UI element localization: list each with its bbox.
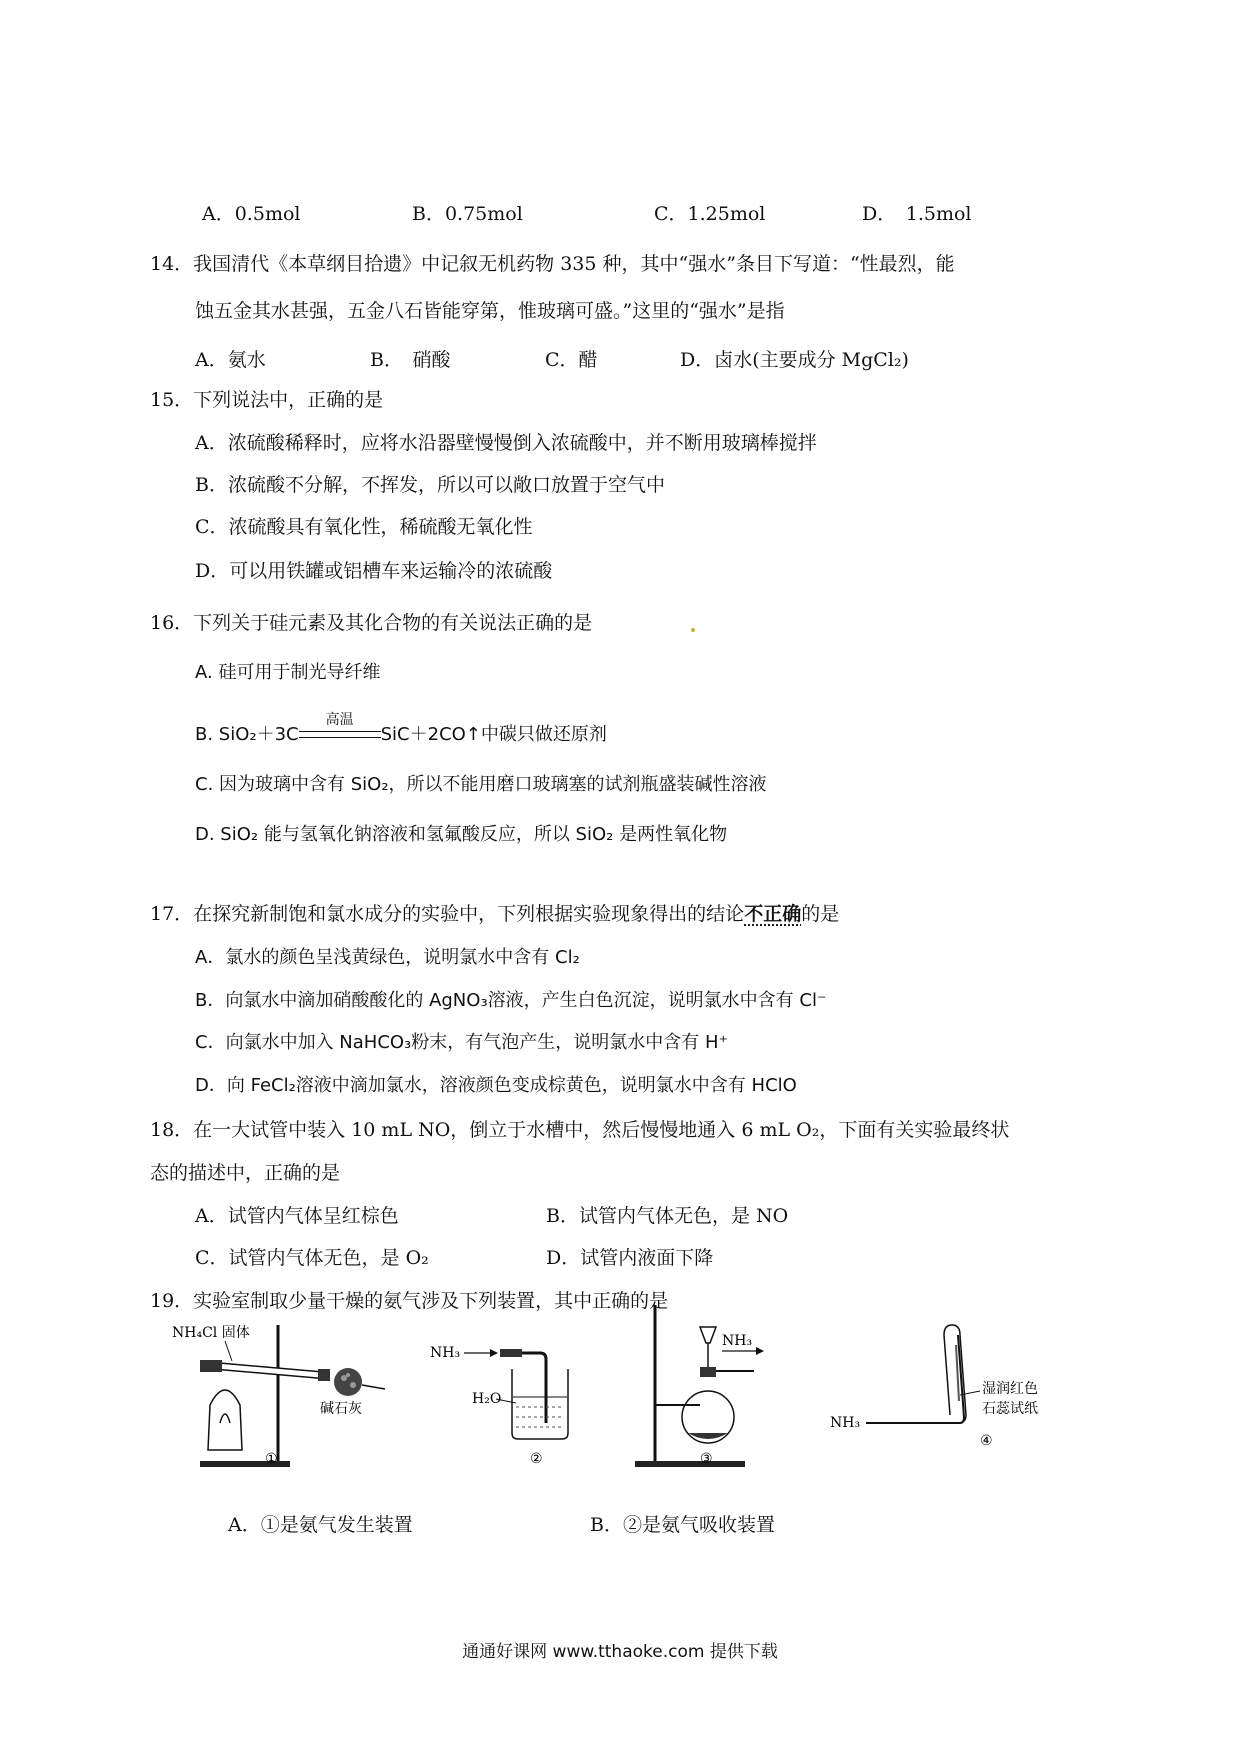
q17-option-c: C．向氯水中加入 NaHCO₃粉末，有气泡产生，说明氯水中含有 H⁺ [195, 1032, 729, 1053]
q17-option-b: B．向氯水中滴加硝酸酸化的 AgNO₃溶液，产生白色沉淀，说明氯水中含有 Cl⁻ [195, 990, 827, 1011]
q19-stem: 19．实验室制取少量干燥的氨气涉及下列装置，其中正确的是 [150, 1290, 669, 1312]
q16-stem: 16．下列关于硅元素及其化合物的有关说法正确的是 [150, 612, 593, 634]
apparatus-4-test-tube [830, 1305, 1070, 1475]
q15-option-c: C．浓硫酸具有氧化性，稀硫酸无氧化性 [195, 516, 533, 538]
fig2-nh3-label: NH₃ [430, 1345, 461, 1361]
apparatus-2-absorption [430, 1305, 600, 1475]
q14-option-c: C．醋 [545, 349, 598, 371]
q16-option-b-right: SiC＋2CO↑中碳只做还原剂 [380, 724, 607, 745]
fig3-nh3-label: NH₃ [722, 1333, 753, 1349]
q17-stem [150, 901, 839, 927]
q14-stem-line1: 14．我国清代《本草纲目拾遗》中记叙无机药物 335 种，其中“强水”条目下写道：“性最烈，能 [150, 253, 955, 275]
reaction-condition: 高温 [325, 712, 354, 728]
apparatus-1-heating [170, 1305, 400, 1475]
q13-option-a: A．0.5mol [202, 203, 301, 225]
fig4-paper-label-line2: 石蕊试纸 [982, 1401, 1038, 1417]
q16-option-d: D. SiO₂ 能与氢氧化钠溶液和氢氟酸反应，所以 SiO₂ 是两性氧化物 [195, 824, 728, 845]
apparatus-figure [170, 1305, 1070, 1475]
q14-option-b: B． 硝酸 [370, 349, 451, 371]
q13-option-c: C．1.25mol [654, 203, 766, 225]
q15-option-d: D．可以用铁罐或铝槽车来运输冷的浓硫酸 [195, 560, 553, 582]
q19-option-b: B．②是氨气吸收装置 [590, 1514, 775, 1536]
fig1-solid-label: NH₄Cl 固体 [172, 1325, 250, 1341]
fig2-water-label: H₂O [472, 1391, 502, 1407]
q18-option-d: D．试管内液面下降 [546, 1247, 714, 1269]
q17-option-a: A．氯水的颜色呈浅黄绿色，说明氯水中含有 Cl₂ [195, 947, 580, 968]
q17-stem-after: 的是 [801, 903, 840, 925]
q16-option-a: A. 硅可用于制光导纤维 [195, 662, 381, 683]
apparatus-3-flask [630, 1305, 800, 1475]
equilibrium-sign [299, 712, 381, 745]
fig2-number: ② [530, 1451, 543, 1467]
q17-stem-before: 17．在探究新制饱和氯水成分的实验中，下列根据实验现象得出的结论 [150, 903, 745, 925]
q18-option-c: C．试管内气体无色，是 O₂ [195, 1247, 429, 1269]
fig1-number: ① [265, 1451, 278, 1467]
q15-option-b: B．浓硫酸不分解，不挥发，所以可以敞口放置于空气中 [195, 474, 665, 496]
q13-option-d: D． 1.5mol [862, 203, 972, 225]
q16-option-c: C. 因为玻璃中含有 SiO₂，所以不能用磨口玻璃塞的试剂瓶盛装碱性溶液 [195, 774, 767, 795]
q13-option-b: B．0.75mol [412, 203, 523, 225]
q15-stem: 15．下列说法中，正确的是 [150, 389, 384, 411]
fig1-lime-label: 碱石灰 [320, 1401, 362, 1417]
q16-option-b [195, 712, 607, 748]
stray-dot [691, 628, 695, 632]
q15-option-a: A．浓硫酸稀释时，应将水沿器壁慢慢倒入浓硫酸中，并不断用玻璃棒搅拌 [195, 432, 817, 454]
page-footer: 通通好课网 www.tthaoke.com 提供下载 [462, 1642, 778, 1662]
fig4-number: ④ [980, 1433, 993, 1449]
q19-option-a: A．①是氨气发生装置 [228, 1514, 413, 1536]
q16-option-b-left: B. SiO₂＋3C [195, 724, 299, 745]
q17-option-d: D．向 FeCl₂溶液中滴加氯水，溶液颜色变成棕黄色，说明氯水中含有 HClO [195, 1075, 797, 1096]
fig3-number: ③ [700, 1451, 713, 1467]
q14-stem-line2: 蚀五金其水甚强，五金八石皆能穿第，惟玻璃可盛。”这里的“强水”是指 [195, 300, 785, 322]
q14-option-a: A．氨水 [195, 349, 266, 371]
q18-stem-line2: 态的描述中，正确的是 [150, 1162, 341, 1184]
q14-option-d: D．卤水(主要成分 MgCl₂) [680, 349, 909, 371]
q18-option-b: B．试管内气体无色，是 NO [546, 1205, 789, 1227]
fig4-nh3-label: NH₃ [830, 1415, 861, 1431]
q18-stem-line1: 18．在一大试管中装入 10 mL NO，倒立于水槽中，然后慢慢地通入 6 mL O₂，下面有关实验最终状 [150, 1119, 1010, 1141]
q17-stem-emphasis: 不正确 [744, 903, 802, 925]
fig4-paper-label-line1: 湿润红色 [982, 1381, 1038, 1397]
q18-option-a: A．试管内气体呈红棕色 [195, 1205, 399, 1227]
